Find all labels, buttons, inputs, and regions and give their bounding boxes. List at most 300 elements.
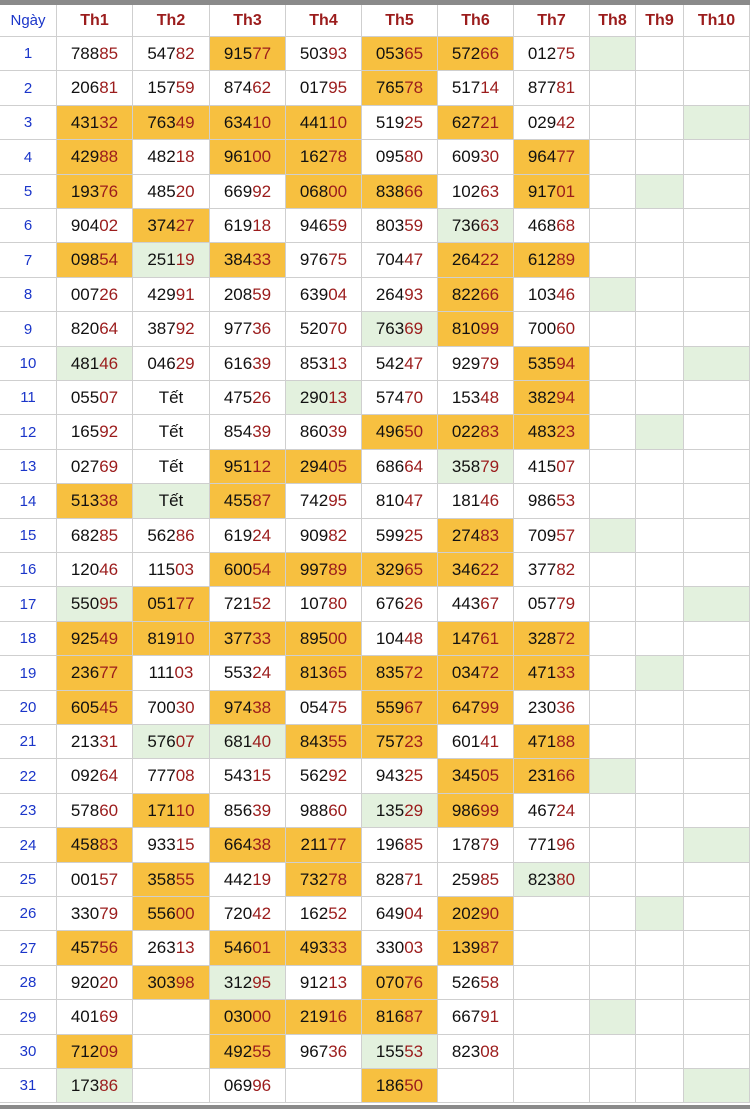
number-tail: 80 (404, 147, 424, 166)
result-cell (438, 622, 514, 656)
result-cell (590, 381, 636, 415)
number-tail: 45 (99, 697, 119, 717)
day-label: 27 (0, 931, 57, 966)
number-head: 111 (148, 663, 175, 682)
result-cell (57, 1069, 133, 1103)
result-cell (210, 1069, 286, 1103)
number-head: 600 (223, 559, 253, 579)
result-cell: Tết (133, 484, 210, 519)
number-tail: 01 (556, 181, 576, 201)
result-cell (362, 1000, 438, 1035)
result-cell (438, 828, 514, 863)
number-tail: 94 (556, 387, 576, 407)
result-cell (590, 966, 636, 1000)
result-cell (210, 931, 286, 966)
result-cell (438, 484, 514, 519)
result-cell (133, 828, 210, 863)
day-label: 16 (0, 553, 57, 587)
result-cell (362, 140, 438, 175)
number-head: 147 (451, 628, 481, 648)
number-tail: 18 (252, 215, 272, 235)
number-head: 704 (375, 250, 405, 269)
number-tail: 38 (252, 835, 272, 854)
number-tail: 85 (480, 869, 500, 889)
result-cell (286, 243, 362, 278)
result-cell (362, 1069, 438, 1103)
number-head: 647 (451, 697, 481, 717)
number-head: 535 (527, 353, 557, 373)
number-head: 951 (223, 456, 253, 476)
result-cell (133, 106, 210, 140)
number-head: 823 (451, 1041, 481, 1061)
number-head: 556 (147, 903, 176, 923)
result-cell (684, 1000, 750, 1035)
number-head: 330 (375, 938, 405, 957)
number-tail: 10 (175, 628, 195, 648)
number-tail: 65 (404, 559, 424, 579)
result-cell (133, 347, 210, 381)
result-cell (514, 863, 590, 897)
result-cell (57, 759, 133, 794)
result-cell (590, 175, 636, 209)
number-head: 763 (147, 112, 176, 132)
number-head: 251 (147, 250, 176, 269)
result-cell (57, 931, 133, 966)
result-cell (286, 587, 362, 622)
result-cell (438, 106, 514, 140)
result-cell (636, 106, 684, 140)
number-head: 520 (299, 319, 329, 338)
result-cell (210, 587, 286, 622)
number-tail: 80 (556, 869, 576, 889)
day-label: 14 (0, 484, 57, 519)
number-tail: 78 (328, 147, 348, 166)
result-cell (362, 656, 438, 691)
result-cell (684, 347, 750, 381)
result-cell (438, 415, 514, 450)
day-label: 11 (0, 381, 57, 415)
number-head: 667 (451, 1007, 481, 1026)
number-tail: 75 (328, 250, 348, 269)
result-cell (684, 278, 750, 312)
day-label: 17 (0, 587, 57, 622)
number-tail: 32 (99, 112, 119, 132)
result-cell (636, 656, 684, 691)
result-cell (590, 725, 636, 759)
number-head: 070 (375, 972, 405, 992)
number-head: 639 (299, 284, 329, 304)
result-cell (57, 312, 133, 347)
result-cell (438, 587, 514, 622)
number-head: 765 (375, 78, 405, 97)
number-tail: 53 (556, 491, 576, 510)
number-head: 012 (527, 43, 557, 63)
number-head: 471 (527, 663, 557, 682)
number-tail: 07 (556, 456, 576, 476)
number-tail: 71 (404, 869, 424, 889)
result-cell (514, 37, 590, 71)
result-cell (636, 484, 684, 519)
number-head: 475 (223, 387, 253, 407)
result-cell (286, 415, 362, 450)
number-tail: 60 (99, 800, 119, 820)
day-label: 25 (0, 863, 57, 897)
result-cell (133, 931, 210, 966)
number-tail: 39 (252, 353, 272, 373)
result-cell (286, 897, 362, 931)
result-cell (438, 656, 514, 691)
result-cell (590, 1035, 636, 1069)
result-cell (514, 931, 590, 966)
header-month-3: Th3 (210, 5, 286, 37)
result-cell (590, 828, 636, 863)
number-tail: 00 (252, 1007, 272, 1026)
number-tail: 55 (328, 731, 348, 751)
number-head: 346 (451, 559, 481, 579)
result-cell (57, 897, 133, 931)
result-cell (684, 484, 750, 519)
number-head: 053 (375, 43, 405, 63)
number-tail: 83 (99, 835, 119, 854)
number-head: 312 (223, 972, 253, 992)
result-cell (636, 209, 684, 243)
result-cell (636, 415, 684, 450)
result-cell (636, 966, 684, 1000)
number-head: 054 (299, 697, 329, 717)
number-tail: 63 (480, 181, 500, 201)
number-tail: 30 (480, 147, 500, 166)
result-cell (57, 794, 133, 828)
number-head: 988 (299, 800, 329, 820)
number-tail: 24 (556, 800, 576, 820)
number-tail: 76 (404, 972, 424, 992)
number-tail: 39 (252, 422, 272, 441)
result-cell (438, 1035, 514, 1069)
result-cell (210, 243, 286, 278)
number-head: 193 (70, 181, 100, 201)
number-head: 377 (223, 628, 253, 648)
number-head: 517 (451, 78, 481, 97)
number-tail: 46 (99, 353, 119, 373)
day-label: 4 (0, 140, 57, 175)
result-cell (514, 725, 590, 759)
number-head: 576 (147, 731, 176, 751)
result-cell (210, 71, 286, 106)
result-cell (684, 312, 750, 347)
result-cell (286, 794, 362, 828)
number-tail: 80 (328, 594, 348, 613)
number-tail: 53 (404, 1041, 424, 1061)
result-cell (590, 691, 636, 725)
number-tail: 82 (328, 525, 348, 545)
number-tail: 57 (99, 869, 119, 889)
result-cell (57, 37, 133, 71)
result-cell (590, 1069, 636, 1103)
result-cell (514, 140, 590, 175)
header-month-1: Th1 (57, 5, 133, 37)
number-head: 822 (451, 284, 481, 304)
number-head: 155 (375, 1041, 405, 1061)
result-cell (57, 71, 133, 106)
result-cell (286, 622, 362, 656)
number-tail: 83 (480, 525, 500, 545)
number-head: 895 (299, 628, 329, 648)
result-cell (684, 1035, 750, 1069)
result-cell (590, 656, 636, 691)
result-cell (438, 553, 514, 587)
result-cell (684, 381, 750, 415)
result-cell: Tết (133, 415, 210, 450)
number-head: 358 (147, 869, 176, 889)
number-tail: 10 (175, 800, 195, 820)
number-head: 986 (527, 491, 557, 510)
result-cell (362, 553, 438, 587)
number-tail: 78 (404, 78, 424, 97)
number-head: 196 (375, 835, 405, 854)
number-tail: 23 (556, 422, 576, 441)
result-cell (286, 931, 362, 966)
number-head: 601 (451, 731, 481, 751)
number-tail: 23 (404, 731, 424, 751)
result-cell (514, 71, 590, 106)
result-cell (133, 71, 210, 106)
number-tail: 91 (480, 1007, 500, 1026)
number-head: 034 (451, 663, 481, 682)
number-head: 854 (223, 422, 253, 441)
day-label: 10 (0, 347, 57, 381)
number-head: 599 (375, 525, 405, 545)
number-tail: 92 (252, 181, 272, 201)
number-tail: 08 (480, 1041, 500, 1061)
number-tail: 26 (252, 387, 272, 407)
result-cell (684, 622, 750, 656)
result-cell (438, 71, 514, 106)
result-cell (684, 863, 750, 897)
number-head: 219 (299, 1007, 329, 1026)
number-head: 550 (70, 594, 100, 613)
result-cell (636, 71, 684, 106)
day-label: 23 (0, 794, 57, 828)
result-cell (514, 587, 590, 622)
result-cell (133, 140, 210, 175)
number-tail: 01 (252, 938, 272, 957)
day-label: 1 (0, 37, 57, 71)
header-month-9: Th9 (636, 5, 684, 37)
result-cell (514, 347, 590, 381)
number-head: 457 (70, 938, 100, 957)
number-tail: 54 (252, 559, 272, 579)
number-tail: 33 (556, 663, 576, 682)
header-month-2: Th2 (133, 5, 210, 37)
number-head: 943 (375, 766, 405, 785)
number-tail: 29 (404, 800, 424, 820)
result-cell (133, 794, 210, 828)
number-head: 068 (299, 181, 329, 201)
number-head: 443 (451, 594, 481, 613)
result-cell (362, 691, 438, 725)
number-tail: 70 (328, 319, 348, 338)
number-tail: 52 (328, 903, 348, 923)
number-head: 816 (375, 1007, 405, 1026)
number-tail: 65 (328, 663, 348, 682)
number-head: 236 (70, 663, 100, 682)
number-head: 819 (147, 628, 176, 648)
number-tail: 92 (328, 766, 348, 785)
result-cell (57, 656, 133, 691)
number-head: 997 (299, 559, 329, 579)
number-tail: 59 (404, 215, 424, 235)
result-cell (57, 140, 133, 175)
result-cell (286, 966, 362, 1000)
result-cell (636, 759, 684, 794)
number-tail: 56 (99, 938, 119, 957)
number-head: 619 (223, 215, 253, 235)
number-tail: 30 (175, 697, 195, 717)
number-head: 157 (147, 78, 176, 97)
number-head: 345 (451, 766, 481, 785)
number-head: 627 (451, 112, 481, 132)
number-head: 107 (299, 594, 329, 613)
number-head: 578 (70, 800, 100, 820)
result-cell (514, 484, 590, 519)
result-cell (684, 243, 750, 278)
header-month-10: Th10 (684, 5, 750, 37)
number-tail: 99 (480, 319, 500, 338)
result-cell (133, 897, 210, 931)
number-tail: 59 (252, 284, 272, 304)
number-head: 496 (375, 422, 405, 441)
result-cell (438, 347, 514, 381)
number-tail: 59 (175, 78, 195, 97)
result-cell (514, 759, 590, 794)
result-cell (133, 312, 210, 347)
number-tail: 82 (556, 559, 576, 579)
result-cell (514, 381, 590, 415)
result-cell (438, 931, 514, 966)
number-tail: 49 (99, 628, 119, 648)
number-head: 455 (223, 491, 253, 510)
number-head: 263 (147, 938, 176, 957)
result-cell (438, 725, 514, 759)
number-tail: 66 (556, 766, 576, 785)
result-cell (133, 553, 210, 587)
result-cell (210, 175, 286, 209)
result-cell (286, 278, 362, 312)
number-tail: 36 (328, 1041, 348, 1061)
number-tail: 13 (175, 938, 195, 957)
header-month-8: Th8 (590, 5, 636, 37)
result-cell (636, 587, 684, 622)
number-tail: 66 (480, 43, 500, 63)
result-cell (362, 863, 438, 897)
result-cell (286, 1069, 362, 1103)
result-cell (362, 450, 438, 484)
number-head: 103 (527, 284, 557, 304)
result-cell (362, 1035, 438, 1069)
result-cell (286, 381, 362, 415)
number-head: 835 (375, 663, 405, 682)
number-head: 720 (223, 903, 253, 923)
result-cell (210, 897, 286, 931)
number-head: 915 (223, 43, 253, 63)
result-cell (514, 450, 590, 484)
result-cell (684, 1069, 750, 1103)
result-cell (636, 381, 684, 415)
number-head: 467 (527, 800, 557, 820)
number-tail: 09 (99, 1041, 119, 1061)
number-head: 933 (147, 835, 176, 854)
number-head: 669 (223, 181, 253, 201)
number-head: 139 (451, 938, 481, 957)
number-head: 853 (299, 353, 329, 373)
number-head: 104 (375, 628, 405, 648)
header-day: Ngày (0, 5, 57, 37)
header-month-4: Th4 (286, 5, 362, 37)
result-cell (684, 106, 750, 140)
number-tail: 22 (480, 250, 500, 269)
number-tail: 13 (328, 387, 348, 407)
result-cell (438, 209, 514, 243)
number-head: 022 (451, 422, 481, 441)
header-month-7: Th7 (514, 5, 590, 37)
number-head: 384 (223, 250, 253, 269)
number-tail: 67 (480, 594, 500, 613)
number-head: 681 (223, 731, 253, 751)
number-tail: 61 (480, 628, 500, 648)
number-tail: 77 (99, 663, 119, 682)
number-head: 230 (527, 697, 557, 717)
number-tail: 26 (404, 594, 424, 613)
result-cell (438, 897, 514, 931)
result-cell (286, 347, 362, 381)
number-tail: 16 (328, 1007, 348, 1026)
number-head: 929 (451, 353, 481, 373)
number-tail: 03 (404, 938, 424, 957)
number-tail: 69 (99, 456, 119, 476)
number-head: 290 (299, 387, 329, 407)
number-head: 771 (527, 835, 557, 854)
result-cell (438, 381, 514, 415)
number-tail: 59 (328, 215, 348, 235)
number-head: 609 (451, 147, 481, 166)
day-label: 20 (0, 691, 57, 725)
number-tail: 60 (556, 319, 576, 338)
number-tail: 58 (480, 972, 500, 992)
number-head: 178 (451, 835, 481, 854)
number-head: 431 (70, 112, 100, 132)
result-cell (636, 243, 684, 278)
result-cell (133, 691, 210, 725)
result-cell (57, 622, 133, 656)
result-cell (362, 106, 438, 140)
number-head: 664 (223, 835, 253, 854)
number-head: 547 (147, 43, 176, 63)
number-head: 553 (223, 663, 253, 682)
number-head: 912 (299, 972, 329, 992)
result-cell (286, 691, 362, 725)
number-head: 115 (147, 559, 176, 579)
result-cell (438, 794, 514, 828)
number-tail: 46 (556, 284, 576, 304)
result-cell (636, 622, 684, 656)
number-head: 700 (527, 319, 557, 338)
result-cell (57, 278, 133, 312)
result-cell (210, 450, 286, 484)
result-cell (514, 794, 590, 828)
result-cell (438, 243, 514, 278)
result-cell (684, 931, 750, 966)
result-cell (590, 37, 636, 71)
